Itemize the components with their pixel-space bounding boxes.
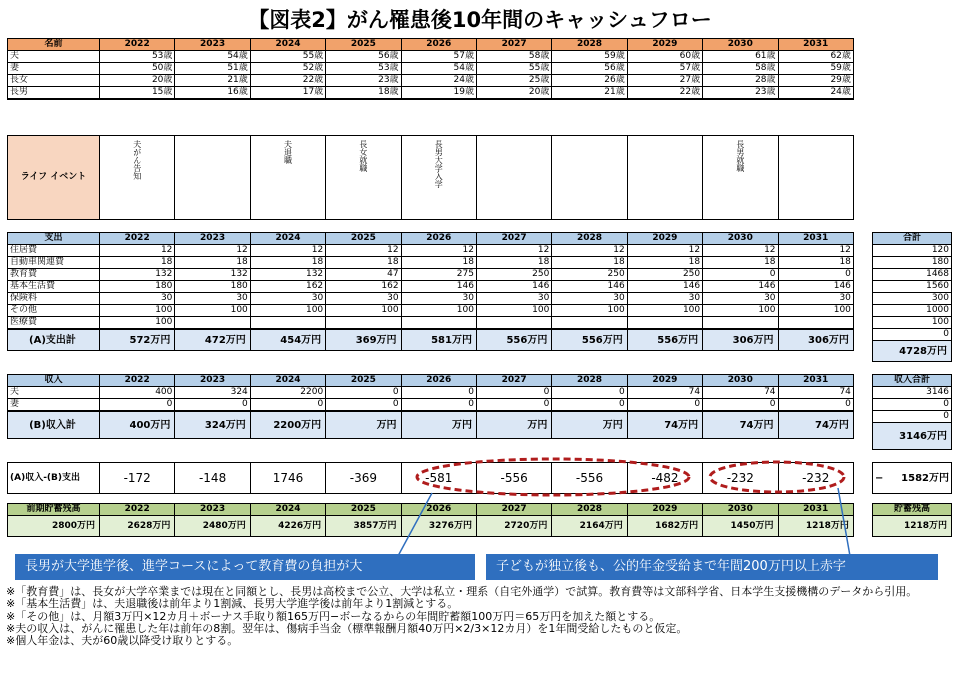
- table-cell: 18: [778, 257, 853, 269]
- savings-total: 1218万円: [873, 516, 952, 537]
- year-header: 2023: [175, 39, 250, 51]
- row-label: 夫: [8, 51, 100, 63]
- expense-total-cell: 1468: [873, 269, 952, 281]
- table-cell: 146: [401, 281, 476, 293]
- table-cell: 100: [552, 305, 627, 317]
- income-sum: 万円: [326, 412, 401, 439]
- highlight-ellipse-right: [710, 462, 844, 492]
- expense-total-cell: 100: [873, 317, 952, 329]
- table-cell: 57歳: [401, 51, 476, 63]
- year-header: 2029: [627, 39, 702, 51]
- savings-value: 1450万円: [703, 516, 778, 537]
- savings-total-header: 貯蓄残高: [873, 504, 952, 516]
- table-cell: 28歳: [703, 75, 778, 87]
- table-cell: 100: [476, 305, 551, 317]
- table-cell: 59歳: [778, 63, 853, 75]
- table-cell: 50歳: [100, 63, 175, 75]
- table-cell: 22歳: [627, 87, 702, 99]
- table-cell: 100: [326, 305, 401, 317]
- year-header: 2024: [250, 504, 325, 516]
- year-header: 2030: [703, 233, 778, 245]
- pointer-line-left: [398, 493, 432, 556]
- table-cell: 0: [703, 269, 778, 281]
- balance-value: -556: [476, 463, 551, 494]
- savings-value: 2628万円: [100, 516, 175, 537]
- table-cell: 0: [250, 399, 325, 411]
- year-header: 2025: [326, 504, 401, 516]
- table-cell: 146: [476, 281, 551, 293]
- row-label: 夫: [8, 387, 100, 399]
- table-cell: 0: [175, 399, 250, 411]
- year-header: 2024: [250, 39, 325, 51]
- table-cell: 400: [100, 387, 175, 399]
- table-cell: 58歳: [703, 63, 778, 75]
- expense-sum: 454万円: [250, 330, 325, 351]
- year-header: 2030: [703, 504, 778, 516]
- table-cell: 250: [627, 269, 702, 281]
- savings-value: 3857万円: [326, 516, 401, 537]
- table-cell: 15歳: [100, 87, 175, 99]
- table-cell: 0: [552, 387, 627, 399]
- highlight-ellipse-left: [417, 459, 689, 495]
- expense-total-cell: 1560: [873, 281, 952, 293]
- table-cell: 17歳: [250, 87, 325, 99]
- table-cell: 18: [175, 257, 250, 269]
- row-label: 長女: [8, 75, 100, 87]
- table-cell: 30: [552, 293, 627, 305]
- year-header: 2029: [627, 504, 702, 516]
- table-cell: 100: [401, 305, 476, 317]
- table-cell: 18: [250, 257, 325, 269]
- expense-sum: 556万円: [552, 330, 627, 351]
- expense-total-cell: 300: [873, 293, 952, 305]
- year-header: 2023: [175, 504, 250, 516]
- year-header: 2026: [401, 504, 476, 516]
- table-cell: 18: [552, 257, 627, 269]
- savings-value: 2480万円: [175, 516, 250, 537]
- balance-value: -482: [627, 463, 702, 494]
- year-header: 2025: [326, 233, 401, 245]
- expense-header-label: 支出: [8, 233, 100, 245]
- income-total-cell: 3146: [873, 387, 952, 399]
- table-cell: 0: [401, 387, 476, 399]
- year-header: 2023: [175, 233, 250, 245]
- table-cell: 29歳: [778, 75, 853, 87]
- table-cell: 100: [703, 305, 778, 317]
- table-cell: 162: [250, 281, 325, 293]
- table-cell: 54歳: [175, 51, 250, 63]
- balance-value: -369: [326, 463, 401, 494]
- table-cell: 12: [250, 245, 325, 257]
- table-cell: 18: [326, 257, 401, 269]
- table-cell: 61歳: [703, 51, 778, 63]
- savings-value: 1682万円: [627, 516, 702, 537]
- expense-total-cell: 1000: [873, 305, 952, 317]
- table-cell: 100: [250, 305, 325, 317]
- expense-sum: 472万円: [175, 330, 250, 351]
- table-cell: 100: [100, 305, 175, 317]
- table-cell: 53歳: [326, 63, 401, 75]
- footnote: ※個人年金は、夫が60歳以降受け取りとする。: [6, 634, 239, 648]
- table-cell: 55歳: [476, 63, 551, 75]
- year-header: 2022: [100, 375, 175, 387]
- table-cell: 12: [552, 245, 627, 257]
- table-cell: 58歳: [476, 51, 551, 63]
- expense-sum: 572万円: [100, 330, 175, 351]
- page-title: 【図表2】がん罹患後10年間のキャッシュフロー: [248, 8, 712, 32]
- savings-initial: 2800万円: [8, 516, 100, 537]
- balance-total: 1582万円: [901, 472, 949, 484]
- life-event-text: 長男大学入学: [434, 140, 444, 188]
- expense-total-cell: 120: [873, 245, 952, 257]
- year-header: 2027: [476, 39, 551, 51]
- income-sum: 万円: [476, 412, 551, 439]
- savings-header-label: 前期貯蓄残高: [8, 504, 100, 516]
- table-cell: 18: [703, 257, 778, 269]
- table-cell: 18: [476, 257, 551, 269]
- footnote: ※「基本生活費」は、夫退職後は前年より1割減、長男大学進学後は前年より1割減とする。: [6, 597, 459, 611]
- year-header: 2023: [175, 375, 250, 387]
- year-header: 2028: [552, 375, 627, 387]
- table-cell: 0: [326, 399, 401, 411]
- footnote: ※「教育費」は、長女が大学卒業までは現在と同額とし、長男は高校まで公立、大学は私立・理系（自宅外通学）で試算。教育費等は文部科学省、日本学生支援機構のデータから引用。: [6, 585, 918, 598]
- row-label: 妻: [8, 399, 100, 411]
- table-cell: 12: [100, 245, 175, 257]
- row-label: 自動車関連費: [8, 257, 100, 269]
- table-cell: 74: [703, 387, 778, 399]
- table-cell: 180: [100, 281, 175, 293]
- table-cell: 59歳: [552, 51, 627, 63]
- savings-value: 1218万円: [778, 516, 853, 537]
- row-label: 住居費: [8, 245, 100, 257]
- table-cell: 324: [175, 387, 250, 399]
- year-header: 2022: [100, 233, 175, 245]
- table-cell: 60歳: [627, 51, 702, 63]
- income-sum: 74万円: [627, 412, 702, 439]
- life-event-text: 長女就職: [358, 140, 368, 172]
- pointer-line-right: [838, 488, 850, 556]
- table-cell: 12: [778, 245, 853, 257]
- table-cell: 16歳: [175, 87, 250, 99]
- balance-value: -232: [703, 463, 778, 494]
- expense-sum: 306万円: [778, 330, 853, 351]
- table-cell: 54歳: [401, 63, 476, 75]
- year-header: 2027: [476, 233, 551, 245]
- year-header: 2031: [778, 233, 853, 245]
- income-sum-label: (B)収入計: [8, 412, 100, 439]
- table-cell: 23歳: [326, 75, 401, 87]
- table-cell: 21歳: [175, 75, 250, 87]
- expense-sum: 306万円: [703, 330, 778, 351]
- table-cell: 146: [703, 281, 778, 293]
- year-header: 2026: [401, 233, 476, 245]
- table-cell: 250: [476, 269, 551, 281]
- table-cell: 51歳: [175, 63, 250, 75]
- family-header-label: 名前: [8, 39, 100, 51]
- row-label: 長男: [8, 87, 100, 99]
- table-cell: 52歳: [250, 63, 325, 75]
- income-sum: 万円: [552, 412, 627, 439]
- table-cell: 30: [175, 293, 250, 305]
- table-cell: 0: [401, 399, 476, 411]
- table-cell: 0: [703, 399, 778, 411]
- table-cell: 250: [552, 269, 627, 281]
- balance-total-prefix: −: [875, 472, 884, 484]
- income-sum: 400万円: [100, 412, 175, 439]
- year-header: 2022: [100, 39, 175, 51]
- table-cell: 30: [778, 293, 853, 305]
- table-cell: 30: [100, 293, 175, 305]
- table-cell: 26歳: [552, 75, 627, 87]
- year-header: 2025: [326, 39, 401, 51]
- savings-value: 2164万円: [552, 516, 627, 537]
- year-header: 2028: [552, 39, 627, 51]
- row-label: その他: [8, 305, 100, 317]
- table-cell: 146: [778, 281, 853, 293]
- table-cell: 30: [627, 293, 702, 305]
- expense-sum: 556万円: [476, 330, 551, 351]
- year-header: 2029: [627, 375, 702, 387]
- balance-label: (A)収入-(B)支出: [8, 463, 100, 494]
- table-cell: 12: [627, 245, 702, 257]
- table-cell: 0: [476, 399, 551, 411]
- table-cell: 132: [100, 269, 175, 281]
- table-cell: 47: [326, 269, 401, 281]
- footnote: ※「その他」は、月額3万円×12カ月＋ボーナス手取り額165万円−ボーなるからの年間貯蓄額100万円＝65万円を加えた額とする。: [6, 609, 661, 623]
- table-cell: 21歳: [552, 87, 627, 99]
- life-event-text: 夫がん告知: [132, 140, 142, 180]
- year-header: 2031: [778, 39, 853, 51]
- table-cell: 275: [401, 269, 476, 281]
- table-cell: 12: [703, 245, 778, 257]
- year-header: 2025: [326, 375, 401, 387]
- table-cell: 146: [627, 281, 702, 293]
- life-event-label: ライフ イベント: [8, 136, 100, 220]
- expense-total-cell: 0: [873, 329, 952, 341]
- year-header: 2030: [703, 39, 778, 51]
- balance-value: -581: [401, 463, 476, 494]
- life-event-text: 長男就職: [735, 140, 745, 172]
- balance-value: -148: [175, 463, 250, 494]
- balance-value: -556: [552, 463, 627, 494]
- income-total-cell: 0: [873, 399, 952, 411]
- table-cell: 56歳: [552, 63, 627, 75]
- balance-value: -172: [100, 463, 175, 494]
- table-cell: 12: [326, 245, 401, 257]
- table-cell: 53歳: [100, 51, 175, 63]
- table-cell: 74: [627, 387, 702, 399]
- balance-value: -232: [778, 463, 853, 494]
- income-sum: 324万円: [175, 412, 250, 439]
- savings-value: 2720万円: [476, 516, 551, 537]
- table-cell: 25歳: [476, 75, 551, 87]
- table-cell: 0: [476, 387, 551, 399]
- table-cell: 19歳: [401, 87, 476, 99]
- table-cell: 146: [552, 281, 627, 293]
- expense-sum-label: (A)支出計: [8, 330, 100, 351]
- table-cell: 100: [778, 305, 853, 317]
- table-cell: 100: [627, 305, 702, 317]
- table-cell: 55歳: [250, 51, 325, 63]
- table-cell: 23歳: [703, 87, 778, 99]
- table-cell: 56歳: [326, 51, 401, 63]
- table-cell: 30: [476, 293, 551, 305]
- year-header: 2028: [552, 233, 627, 245]
- table-cell: 0: [627, 399, 702, 411]
- income-grand-total: 3146万円: [873, 423, 952, 450]
- year-header: 2026: [401, 375, 476, 387]
- table-cell: 20歳: [476, 87, 551, 99]
- table-cell: 0: [326, 387, 401, 399]
- row-label: 医療費: [8, 317, 100, 329]
- table-cell: 100: [100, 317, 175, 329]
- expense-grand-total: 4728万円: [873, 341, 952, 362]
- table-cell: 74: [778, 387, 853, 399]
- year-header: 2022: [100, 504, 175, 516]
- table-cell: 0: [552, 399, 627, 411]
- life-event-text: 夫退職: [283, 140, 293, 164]
- year-header: 2031: [778, 504, 853, 516]
- row-label: 基本生活費: [8, 281, 100, 293]
- table-cell: 57歳: [627, 63, 702, 75]
- expense-sum: 581万円: [401, 330, 476, 351]
- table-cell: 0: [778, 399, 853, 411]
- footnotes: [6, 586, 956, 647]
- income-total-header: 収入合計: [873, 375, 952, 387]
- year-header: 2030: [703, 375, 778, 387]
- year-header: 2029: [627, 233, 702, 245]
- year-header: 2024: [250, 233, 325, 245]
- year-header: 2028: [552, 504, 627, 516]
- year-header: 2024: [250, 375, 325, 387]
- table-cell: 30: [401, 293, 476, 305]
- year-header: 2026: [401, 39, 476, 51]
- callout-deficit: 子どもが独立後も、公的年金受給まで年間200万円以上赤字: [486, 554, 938, 580]
- year-header: 2031: [778, 375, 853, 387]
- year-header: 2027: [476, 375, 551, 387]
- expense-sum: 369万円: [326, 330, 401, 351]
- income-sum: 万円: [401, 412, 476, 439]
- expense-total-cell: 180: [873, 257, 952, 269]
- balance-value: 1746: [250, 463, 325, 494]
- table-cell: 100: [175, 305, 250, 317]
- savings-value: 4226万円: [250, 516, 325, 537]
- table-cell: 2200: [250, 387, 325, 399]
- row-label: 保険料: [8, 293, 100, 305]
- table-cell: 162: [326, 281, 401, 293]
- table-cell: 22歳: [250, 75, 325, 87]
- table-cell: 20歳: [100, 75, 175, 87]
- table-cell: 30: [250, 293, 325, 305]
- row-label: 教育費: [8, 269, 100, 281]
- expense-total-header: 合計: [873, 233, 952, 245]
- callout-education: 長男が大学進学後、進学コースによって教育費の負担が大: [15, 554, 475, 580]
- income-sum: 2200万円: [250, 412, 325, 439]
- row-label: 妻: [8, 63, 100, 75]
- table-cell: 24歳: [401, 75, 476, 87]
- table-cell: 12: [476, 245, 551, 257]
- income-sum: 74万円: [778, 412, 853, 439]
- table-cell: 27歳: [627, 75, 702, 87]
- table-cell: 30: [703, 293, 778, 305]
- table-cell: 180: [175, 281, 250, 293]
- table-cell: 18: [401, 257, 476, 269]
- income-header-label: 収入: [8, 375, 100, 387]
- table-cell: 18: [627, 257, 702, 269]
- table-cell: 12: [175, 245, 250, 257]
- table-cell: 0: [778, 269, 853, 281]
- table-cell: 24歳: [778, 87, 853, 99]
- table-cell: 132: [250, 269, 325, 281]
- table-cell: 18歳: [326, 87, 401, 99]
- table-cell: 30: [326, 293, 401, 305]
- income-total-cell: 0: [873, 411, 952, 423]
- table-cell: 12: [401, 245, 476, 257]
- table-cell: 62歳: [778, 51, 853, 63]
- footnote: ※夫の収入は、がんに罹患した年は前年の8割。翌年は、傷病手当金（標準報酬月額40万円×2/3×12カ月）を1年間受給したものと仮定。: [6, 621, 688, 635]
- income-sum: 74万円: [703, 412, 778, 439]
- table-cell: 0: [100, 399, 175, 411]
- table-cell: 132: [175, 269, 250, 281]
- year-header: 2027: [476, 504, 551, 516]
- table-cell: 18: [100, 257, 175, 269]
- expense-sum: 556万円: [627, 330, 702, 351]
- savings-value: 3276万円: [401, 516, 476, 537]
